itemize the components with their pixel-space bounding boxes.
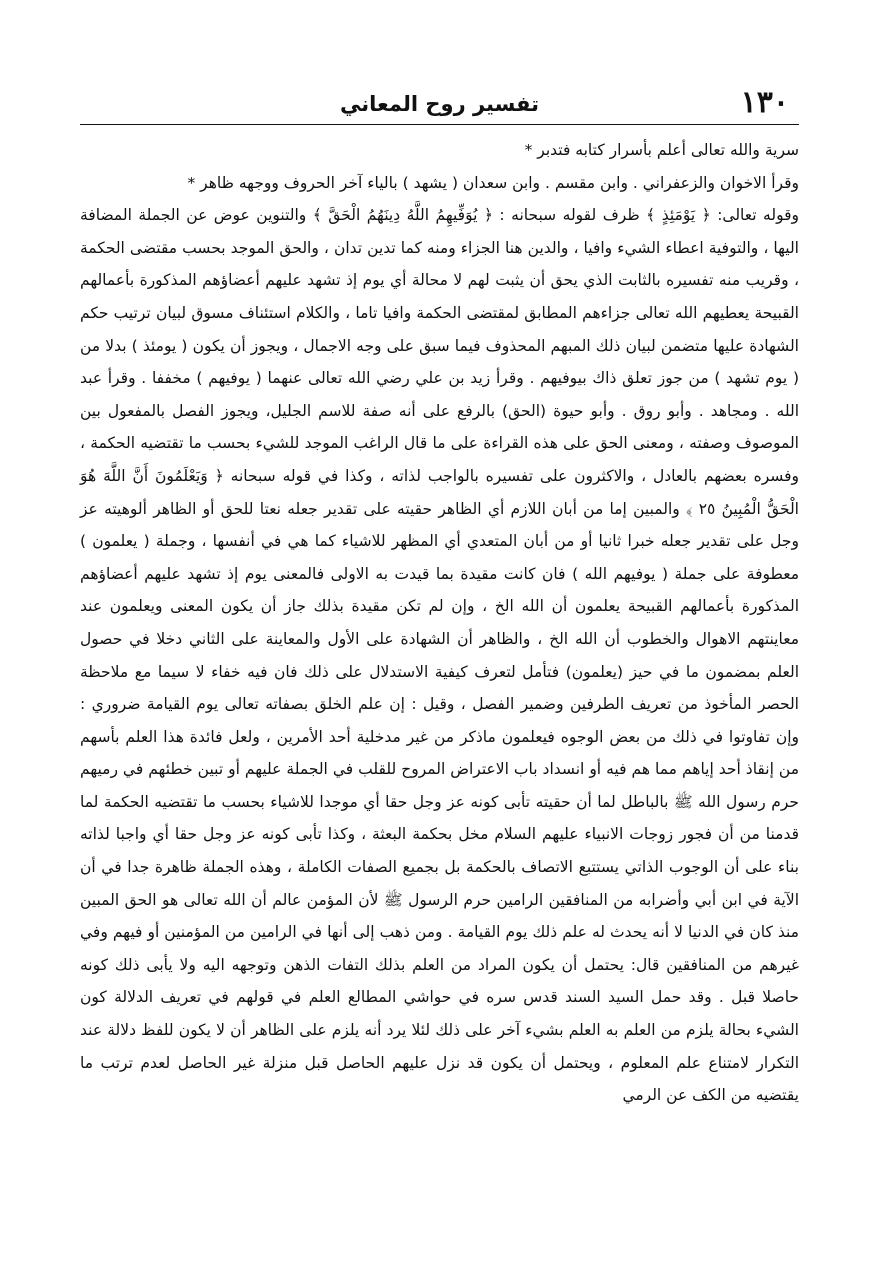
paragraph: وقوله تعالى: ﴿ يَوْمَئِذٍ ﴾ ظرف لقوله سبحانه : ﴿ يُوَفِّيهِمُ اللَّهُ دِينَهُمُ الْحَقَّ ﴾ والتنوين عوض عن الجملة المضافة اليها ، والتوفية اعطاء الشيء وافيا ، والدين هنا الجزاء ومنه كما تدين تدان ، والحق الموجد بحسب مقتضى الحكمة ، وقريب منه تفسيره بالثابت الذي يحق أن يثبت لهم لا محالة أي يوم إذ تشهد عليهم أعضاؤهم المذكورة بأعمالهم القبيحة يعطيهم الله تعالى جزاءهم المطابق لمقتضى الحكمة وافيا تاما ، والكلام استئناف مسوق لبيان ترتيب حكم الشهادة عليها متضمن لبيان ذلك المبهم المحذوف فيما سبق على وجه الاجمال ، ويجوز أن يكون ( يومئذ ) بدلا من ( يوم تشهد ) من جوز تعلق ذاك بيوفيهم . وقرأ زيد بن علي رضي الله تعالى عنهما ( يوفيهم ) مخففا . وقرأ عبد الله . ومجاهد . وأبو روق . وأبو حيوة (الحق) بالرفع على أنه صفة للاسم الجليل، ويجوز الفصل بالمفعول بين الموصوف وصفته ، ومعنى الحق على هذه القراءة على ما قال الراغب الموجد للشيء بحسب ما تقتضيه الحكمة ، وفسره بعضهم بالعادل ، والاكثرون على تفسيره بالواجب لذاته ، وكذا في قوله سبحانه ﴿ وَيَعْلَمُونَ أَنَّ اللَّهَ هُوَ الْحَقُّ الْمُبِينُ ٢٥ ﴾ والمبين إما من أبان اللازم أي الظاهر حقيته على تقدير جعله نعتا للحق أو الظاهر ألوهيته عز وجل على تقدير جعله خبرا ثانيا أو من أبان المتعدي أي المظهر للاشياء كما هي في أنفسها ، وجملة ( يعلمون ) معطوفة على جملة ( يوفيهم الله ) فان كانت مقيدة بما قيدت به الاولى فالمعنى يوم إذ تشهد عليهم أعضاؤهم المذكورة بأعمالهم القبيحة يعلمون أن الله الخ ، وإن لم تكن مقيدة بذلك جاز أن يكون المعنى ويعلمون عند معاينتهم الاهوال والخطوب أن الله الخ ، والظاهر أن الشهادة على الأول والمعاينة على الثاني دخلا في حصول العلم بمضمون ما في حيز (يعلمون) فتأمل لتعرف كيفية الاستدلال على ذلك فان فيه خفاء لا سيما مع ملاحظة الحصر المأخوذ من تعريف الطرفين وضمير الفصل ، وقيل : إن علم الخلق بصفاته تعالى يوم القيامة ضروري : وإن تفاوتوا في ذلك من بعض الوجوه فيعلمون ماذكر من غير مدخلية أحد الأمرين ، ولعل فائدة هذا العلم بأسهم من إنقاذ أحد إياهم مما هم فيه أو انسداد باب الاعتراض المروح للقلب في الجملة عليهم أو تبين خطئهم في رميهم حرم رسول الله ﷺ بالباطل لما أن حقيته تأبى كونه عز وجل حقا أي موجدا للاشياء بحسب ما تقتضيه الحكمة لما قدمنا من أن فجور زوجات الانبياء عليهم السلام مخل بحكمة البعثة ، وكذا تأبى كونه عز وجل حقا أي واجبا لذاته بناء على أن الوجوب الذاتي يستتبع الاتصاف بالحكمة بل بجميع الصفات الكاملة ، وهذه الجملة ظاهرة جدا في أن الآية في ابن أبي وأضرابه من المنافقين الرامين حرم الرسول ﷺ لأن المؤمن عالم أن الله تعالى هو الحق المبين منذ كان في الدنيا لا أنه يحدث له علم ذلك يوم القيامة . ومن ذهب إلى أنها في الرامين من المؤمنين أو فيهم وفي غيرهم من المنافقين قال: يحتمل أن يكون المراد من العلم بذلك التفات الذهن وتوجهه اليه ولا يأبى ذلك كونه حاصلا قبل . وقد حمل السيد السند قدس سره في حواشي المطالع العلم في قولهم في تعريف الدلالة كون الشيء بحالة يلزم من العلم به العلم بشيء آخر على ذلك لئلا يرد أنه يلزم على الظاهر أن لا يكون للفظ دلالة عند التكرار لامتناع علم المعلوم ، ويحتمل أن يكون قد نزل عليهم الحاصل قبل منزلة غير الحاصل لعدم ترتب ما يقتضيه من الكف عن الرمي [80,206,799,1105]
header-rule [80,124,799,125]
page-header [80,84,799,124]
page-number: ١٣٠ [740,85,789,120]
running-title: تفسير روح المعاني [340,92,539,116]
paragraph: سرية والله تعالى أعلم بأسرار كتابه فتدبر * [524,141,799,159]
paragraph: وقرأ الاخوان والزعفراني . وابن مقسم . وابن سعدان ( يشهد ) بالياء آخر الحروف ووجهه ظاهر * [187,173,799,192]
body-text [80,134,799,1112]
